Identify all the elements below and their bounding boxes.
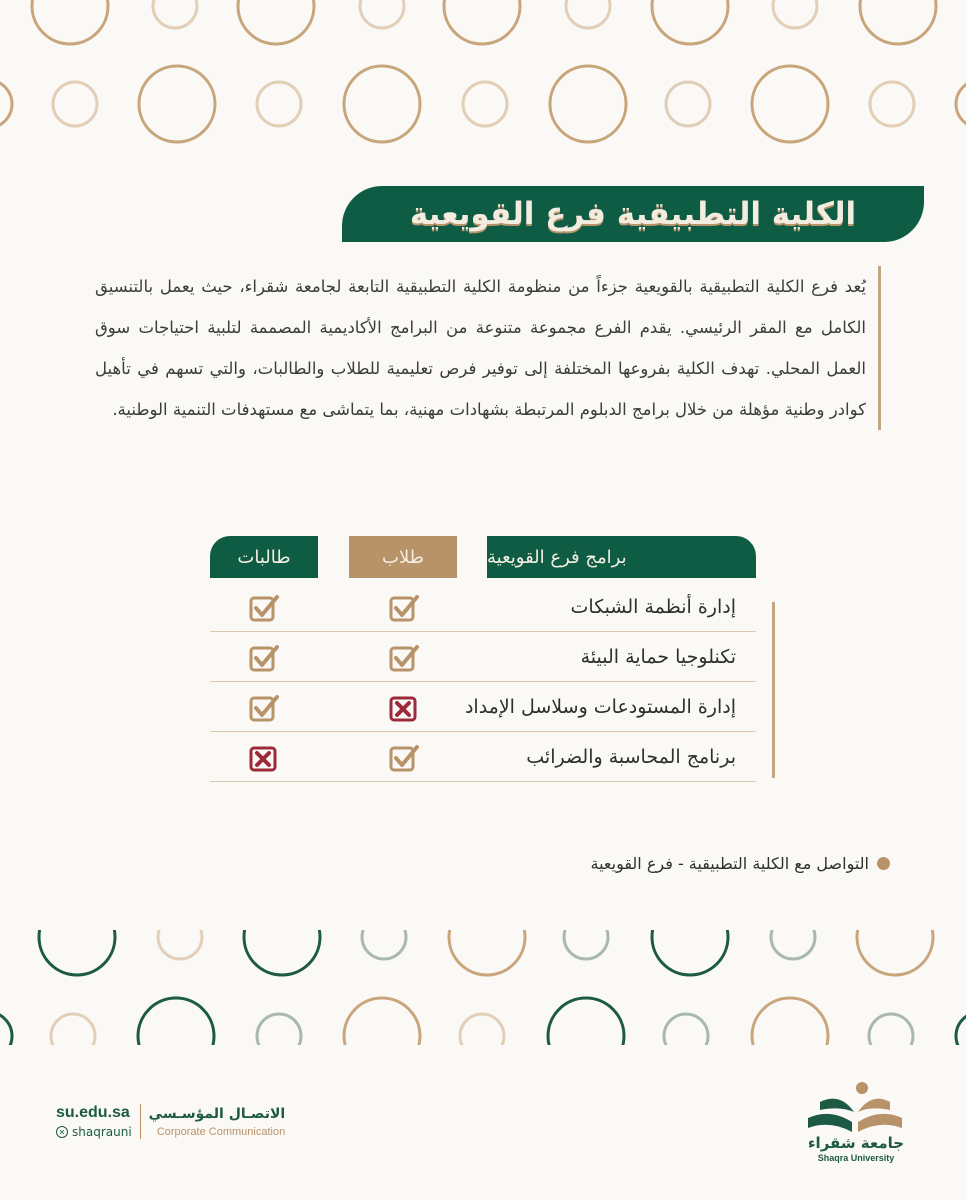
top-circle-pattern — [0, 0, 966, 160]
program-name: إدارة المستودعات وسلاسل الإمداد — [464, 696, 736, 718]
dept-name-ar: الاتصـال المؤسـسي — [148, 1105, 286, 1122]
male-mark-cross-icon — [388, 692, 420, 724]
intro-paragraph: يُعد فرع الكلية التطبيقية بالقويعية جزءاً من منظومة الكلية التطبيقية التابعة لجامعة شقراء، حيث يعمل بالتنسيق الكامل مع المقر الرئيسي. يقدم الفرع مجموعة متنوعة من البرامج الأكاديمية المصممة لتلبية احتياجات سوق العمل المحلي. تهدف الكلية بفروعها المختلفة إلى توفير فرص تعليمية للطلاب والطالبات، والتي تسهم في تأهيل كوادر وطنية مؤهلة من خلال برامج الدبلوم المرتبطة بشهادات مهنية، بما يتماشى مع مستهدفات التنمية الوطنية. — [95, 266, 881, 430]
footer-divider — [140, 1104, 141, 1139]
table-row — [210, 732, 756, 782]
social-handle[interactable] — [56, 1125, 132, 1139]
header-programs: برامج فرع القويعية — [487, 536, 756, 578]
logo-name-ar: جامعة شقراء — [807, 1134, 905, 1152]
table-side-rule — [772, 602, 775, 778]
social-handle-text: shaqrauni — [72, 1125, 132, 1139]
table-row — [210, 582, 756, 632]
x-icon: ✕ — [56, 1126, 68, 1138]
page-title: الكلية التطبيقية فرع القويعية — [409, 196, 857, 232]
table-row — [210, 632, 756, 682]
title-banner — [342, 186, 924, 242]
header-male: طلاب — [349, 536, 457, 578]
bottom-circle-pattern — [0, 930, 966, 1045]
male-mark-check-icon — [388, 642, 420, 674]
male-mark-check-icon — [388, 742, 420, 774]
male-mark-check-icon — [388, 592, 420, 624]
logo-name-en: Shaqra University — [817, 1153, 895, 1163]
footer-contact — [56, 1104, 285, 1139]
bullet-dot-icon — [877, 857, 890, 870]
dept-name-en: Corporate Communication — [156, 1125, 286, 1138]
contact-line — [590, 854, 890, 873]
website-link[interactable]: su.edu.sa — [56, 1104, 130, 1121]
table-row — [210, 682, 756, 732]
female-mark-check-icon — [248, 592, 280, 624]
header-female: طالبات — [210, 536, 318, 578]
program-name: برنامج المحاسبة والضرائب — [526, 746, 736, 768]
contact-text: التواصل مع الكلية التطبيقية - فرع القويعية — [590, 854, 869, 873]
program-name: تكنلوجيا حماية البيئة — [580, 646, 736, 668]
program-name: إدارة أنظمة الشبكات — [570, 596, 736, 618]
female-mark-check-icon — [248, 642, 280, 674]
female-mark-cross-icon — [248, 742, 280, 774]
female-mark-check-icon — [248, 692, 280, 724]
